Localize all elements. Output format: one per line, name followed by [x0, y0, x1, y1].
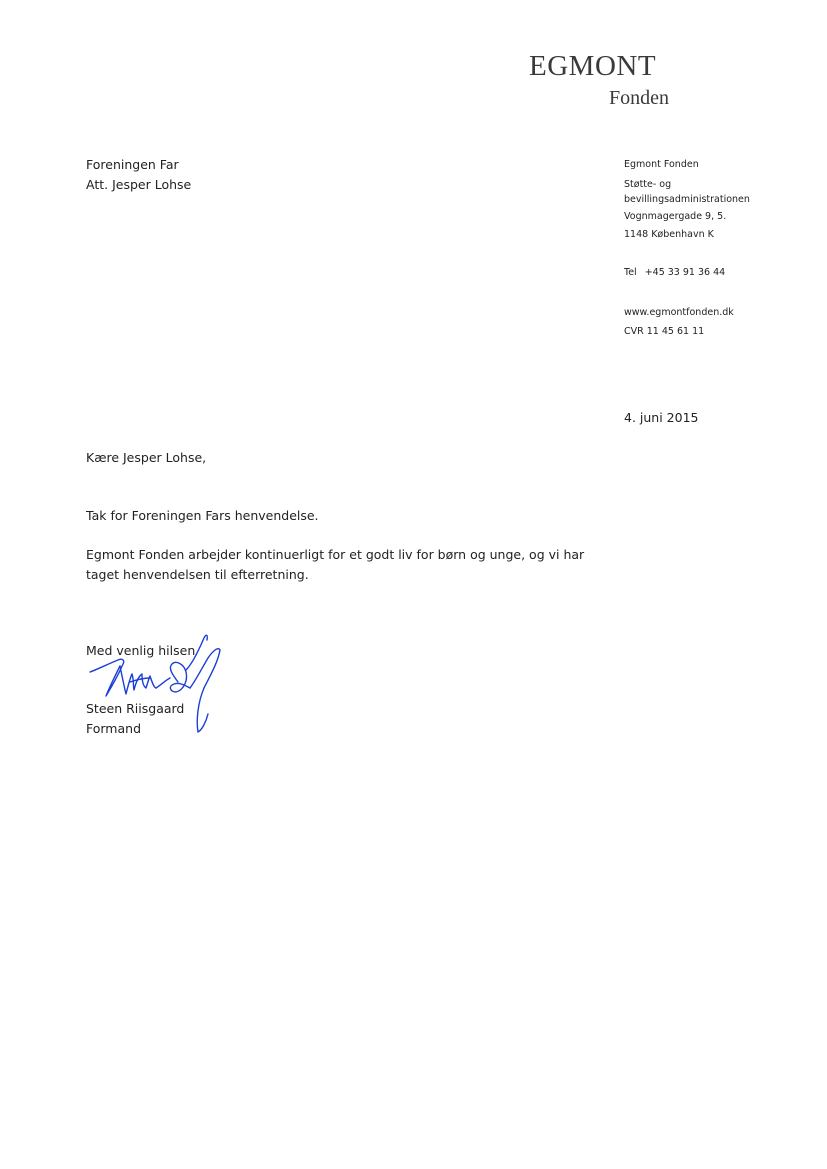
sender-website: www.egmontfonden.dk — [624, 307, 734, 318]
phone-number: +45 33 91 36 44 — [644, 267, 726, 278]
paragraph-2-line-2: taget henvendelsen til efterretning. — [86, 567, 309, 582]
sender-cvr: CVR 11 45 61 11 — [624, 326, 705, 337]
letter-date: 4. juni 2015 — [624, 410, 699, 425]
logo-name: EGMONT — [529, 50, 657, 82]
handwritten-signature — [86, 630, 246, 738]
phone-label: Tel — [624, 267, 637, 278]
paragraph-1: Tak for Foreningen Fars henvendelse. — [86, 508, 319, 523]
sender-department-line2: bevillingsadministrationen — [624, 194, 750, 205]
sender-department-line1: Støtte- og — [624, 179, 672, 190]
closing: Med venlig hilsen — [86, 643, 196, 658]
salutation: Kære Jesper Lohse, — [86, 450, 207, 465]
recipient-name: Foreningen Far — [86, 157, 179, 172]
sender-city: 1148 København K — [624, 229, 714, 240]
signer-title: Formand — [86, 721, 142, 736]
paragraph-2-line-1: Egmont Fonden arbejder kontinuerligt for et godt liv for børn og unge, og vi har — [86, 547, 585, 562]
sender-street: Vognmagergade 9, 5. — [624, 211, 727, 222]
sender-name: Egmont Fonden — [624, 159, 699, 170]
recipient-attention: Att. Jesper Lohse — [86, 177, 192, 192]
signer-name: Steen Riisgaard — [86, 701, 185, 716]
sender-phone — [624, 268, 725, 278]
logo-subtitle: Fonden — [609, 87, 669, 109]
